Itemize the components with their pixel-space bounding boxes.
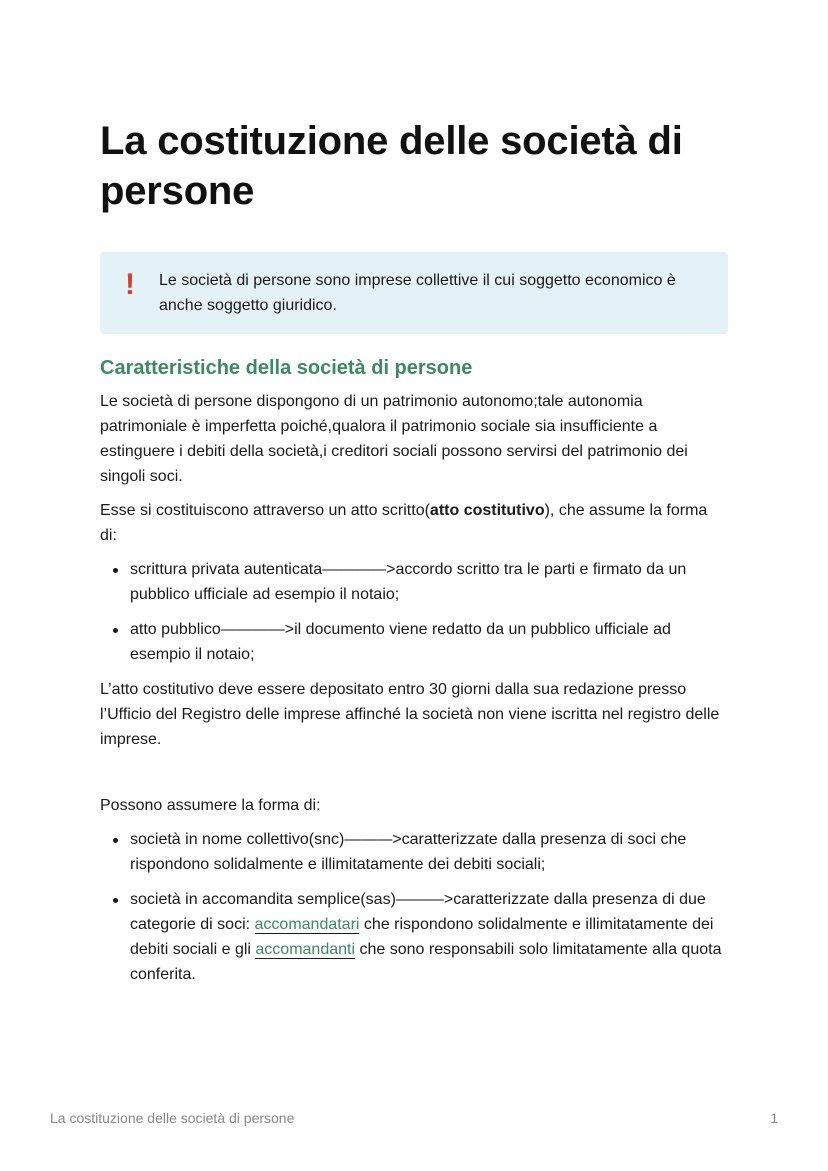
list-text: che sono responsabili solo limitatamente alla quota conferita. [130,941,722,983]
list-text: che rispondono solidalmente e illimitatamente dei debiti sociali e gli [130,916,714,958]
document-page [100,116,728,997]
list-text: società in accomandita semplice(sas)———>caratterizzate dalla presenza di due categorie di soci: [130,891,706,933]
bold-term: atto costitutivo [429,502,545,519]
accomandatari-link[interactable]: accomandatari [254,916,360,933]
paragraph-patrimonio: Le società di persone dispongono di un patrimonio autonomo;tale autonomia patrimoniale è imperfetta poiché,qualora il patrimonio sociale sia insufficiente a estinguere i debiti della società,i creditori sociali possono servirsi del patrimonio dei singoli soci. [100,393,688,485]
paragraph-text: ), che assume la forma di: [100,502,708,544]
accomandanti-link[interactable]: accomandanti [255,941,356,958]
page-title: La costituzione delle società di persone [100,119,683,213]
list-item: società in nome collettivo(snc)———>caratterizzate dalla presenza di soci che rispondono solidalmente e illimitatamente dei debiti sociali; [130,827,728,877]
callout-box [100,252,728,334]
section-heading: Caratteristiche della società di persone [100,357,473,379]
footer-title: La costituzione delle società di persone [50,1110,295,1126]
exclamation-icon: ! [125,268,135,301]
societa-list [100,827,728,987]
list-item: scrittura privata autenticata————>accordo scritto tra le parti e firmato da un pubblico ufficiale ad esempio il notaio; [130,557,728,607]
page-number: 1 [770,1110,778,1126]
callout-text: Le società di persone sono imprese collettive il cui soggetto economico è anche soggetto giuridico. [159,272,676,314]
forma-list [100,557,728,667]
paragraph-atto-scritto [100,498,728,548]
list-item: atto pubblico————>il documento viene redatto da un pubblico ufficiale ad esempio il notaio; [130,617,728,667]
page-footer [50,1110,778,1126]
paragraph-text: Esse si costituiscono attraverso un atto scritto( [100,502,430,519]
spacer [100,761,728,793]
paragraph-forme: Possono assumere la forma di: [100,797,321,814]
list-item [130,887,728,987]
paragraph-deposito: L’atto costitutivo deve essere depositato entro 30 giorni dalla sua redazione presso l’Ufficio del Registro delle imprese affinché la società non viene iscritta nel registro delle imprese. [100,681,720,748]
